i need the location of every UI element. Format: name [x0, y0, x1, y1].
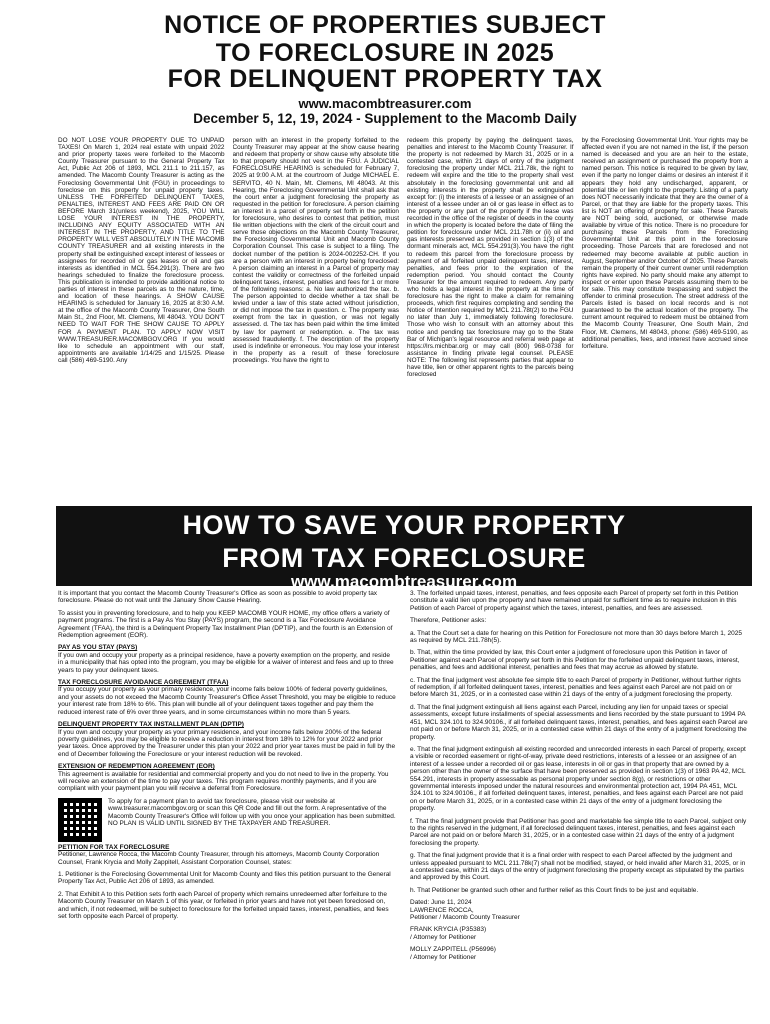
- notice-column-3: redeem this property by paying the delinquent taxes, penalties and interest to the Macomb County Treasurer. If the property is not redeemed by March 31, 2025 or in a contested case, within 21 days of entry of the judgment foreclosing the property under MCL 211.78k, the right to redeem will expire and the title to the property shall vest absolutely in the foreclosing governmental unit and all existing interests in the property shall be extinguished except for: (i) the interests of a lessee or an assignee of an interest of a lessee under an oil or gas lease in effect as to the property or any part of the property if the lease was recorded in the office of the register of deeds in the county in which the property is located before the date of filing the petition for foreclosure under MCL 211.78h or (ii) oil and gas interests preserved as provided in section 1(3) of the dormant minerals act, MCL 554.291(3).You have the right to redeem this parcel from the foreclosure process by payment of all forfeited unpaid delinquent taxes, interest, penalties, and fees prior to the expiration of the redemption period. You should contact the County Treasurer for the amount required to redeem. Any party who holds a legal interest in the property at the time of foreclosure has the right to make a claim for remaining proceeds, which first requires completing and sending the Notice of Intention required by MCL 211.78t(2) to the FGU no later than July 1, immediately following foreclosure. Those who wish to consult with an attorney about this notice and pending tax foreclosure may go to the State Bar of Michigan's legal resource and referral web page at https://lrs.michbar.org or may call (800) 968-0738 for assistance in finding private legal counsel. PLEASE NOTE: The following list represents parties that appear to have title, lien or other apparent rights to the parcels being foreclosed: [407, 137, 574, 379]
- sig-title-2: / Attorney for Petitioner: [410, 933, 477, 941]
- dptip-heading: DELINQUENT PROPERTY TAX INSTALLMENT PLAN (DPTIP): [58, 721, 244, 729]
- request-g: g. That the final judgment provide that it is a final order with respect to each Parcel affected by the judgment and unless appealed pursuant to MCL 211.78k(7) shall not be modified, stayed, or held invalid after March 31, 2025, or in a contested case, within 21 days of the entry of judgment foreclosing the property except as stipulated by the parties and approved by this Court.: [410, 852, 746, 882]
- notice-columns: [58, 137, 748, 405]
- notice-title-line1: NOTICE OF PROPERTIES SUBJECT: [164, 11, 606, 39]
- sig-title-1: Petitioner / Macomb County Treasurer: [410, 914, 520, 922]
- header-website: www.macombtreasurer.com: [298, 96, 472, 111]
- banner-line1: HOW TO SAVE YOUR PROPERTY: [182, 510, 626, 540]
- sig-date: Dated: June 11, 2024: [410, 899, 472, 907]
- notice-title-line3: FOR DELINQUENT PROPERTY TAX: [167, 65, 603, 93]
- pays-heading: PAY AS YOU STAY (PAYS): [58, 644, 138, 652]
- banner-line2: FROM TAX FORECLOSURE: [222, 543, 586, 573]
- banner-website: www.macombtreasurer.com: [290, 572, 518, 591]
- apply-text: To apply for a payment plan to avoid tax foreclosure, please visit our website at www.treasurer.macombgov.org or scan this QR Code and fill out the form. A representative of the Macomb County Treasurer's Office will follow up with you once your application has been submitted. NO PLAN IS VALID UNTIL SIGNED BY THE TAXPAYER AND TREASURER.: [108, 797, 396, 827]
- sig-name-3: MOLLY ZAPPITELL (P56996): [410, 946, 496, 954]
- petition-item-3: 3. The forfeited unpaid taxes, interest, penalties, and fees opposite each Parcel of property set forth in this Petition constitute a valid lien upon the property and have remained unpaid for sufficient time as to require inclusion in this Petition of each Parcel of property against which the taxes, interest, penalties, and fees are assessed.: [410, 590, 739, 612]
- sig-name-2: FRANK KRYCIA (P35383): [410, 926, 487, 934]
- request-h: h. That Petitioner be granted such other and further relief as this Court finds to be just and equitable.: [410, 886, 699, 894]
- lower-left-column: [58, 590, 396, 1018]
- qr-code-icon[interactable]: [58, 798, 102, 842]
- request-d: d. That the final judgment extinguish all liens against each Parcel, including any lien for unpaid taxes or special assessments, except future installments of special assessments and liens recorded by the state pursuant to 1994 PA 451, MCL 324.101 to 324.90106., if all forfeited delinquent taxes, interest, penalties, and fees against each Parcel are not paid on or before March 31, 2025, or in a contested case within 21 days of the entry of a judgment foreclosing the property.: [410, 703, 748, 741]
- intro-paragraph-2: To assist you in preventing foreclosure, and to help you KEEP MACOMB YOUR HOME, my office offers a variety of payment programs. The first is a Pay As You Stay (PAYS) program, the second is a Tax Foreclosure Avoidance Agreement (TFAA), the third is a Delinquent Property Tax Installment Plan (DPTIP), and the fourth is an Extension of Redemption agreement (EOR).: [58, 609, 393, 640]
- apply-paragraph: [58, 798, 396, 828]
- petition-heading: PETITION FOR TAX FORECLOSURE: [58, 843, 170, 851]
- pays-body: If you own and occupy your property as a principal residence, have a poverty exemption on the property, and reside in a municipality that has opted into the program, you may be eligible for a waiver of interest and fees and up to three years to pay your delinquent taxes.: [58, 651, 394, 674]
- save-property-banner: [56, 506, 752, 591]
- notice-column-4: by the Foreclosing Governmental Unit. Your rights may be affected even if you are not named in the list, if the person named is deceased and you are an heir to the estate, received an assignment or purchased the property from a named person. This notice is required to be given by law, even if the party no longer claims or desires an interest if it appears they hold any undischarged, apparent, or potential title or lien right to the property. Listing of a party does NOT necessarily indicate that they are the owner of a Parcel, or that they are liable for the property taxes. This list is NOT an offering of property for sale. These Parcels are NOT being sold, auctioned, or otherwise made available by virtue of this notice. There is no procedure for purchasing these Parcels from the Foreclosing Governmental Unit at this point in the foreclosure proceeding. Those Parcels that are foreclosed and not redeemed may become available at public auction in August, September and/or October of 2025. These Parcels remain the property of their current owner until redemption rights have expired. No party should make any attempt to inspect or enter upon these Parcels assuming them to be for sale. This may constitute trespassing and subject the offender to criminal prosecution. The street address of the Parcels listed is based on local records and is not guaranteed to be the actual location of the property. The current amount required to redeem must be obtained from the Macomb County Treasurer, One South Main, 2nd Floor, Mt. Clemens, MI 48043, phone: (586) 469-5190, as additional penalties, fees, and interest have accrued since forfeiture.: [581, 137, 748, 350]
- tfaa-body: If you occupy your property as your primary residence, your income falls below 100% of federal poverty guidelines, and your assets do not exceed the Macomb County Treasurer's Office Asset Threshold, you may be eligible to reduce your interest rate from 18% to 6%. This plan will bundle all of your delinquent taxes together and pay them the reduced interest rate of 6% over three years, and in some circumstances within no more than 5 years.: [58, 686, 396, 716]
- header-dates: December 5, 12, 19, 2024 - Supplement to the Macomb Daily: [193, 111, 577, 126]
- eor-heading: EXTENSION OF REDEMPTION AGREEMENT (EOR): [58, 763, 215, 771]
- signature-block: [410, 899, 748, 961]
- eor-body: This agreement is available for residential and commercial property and you do not need to live in the property. You will receive an extension of the time to pay your taxes. This program requires monthly payments, and if you are compliant with your payment plan you will receive a deferral from Foreclosure.: [58, 770, 389, 793]
- petition-body: Petitioner, Lawrence Rocca, the Macomb County Treasurer, through his attorneys, Macomb County Corporation Counsel, Frank Krycia and Molly Zappitell, Assistant Corporation Counsel, states:: [58, 851, 380, 866]
- request-e: e. That the final judgment extinguish all existing recorded and unrecorded interests in each Parcel of property, except a visible or recorded easement or right-of-way, private deed restrictions, interests of a lessee or an assignee of an interest of a lessee under a recorded oil or gas lease, interests in oil or gas in that property that are owned by a person other than the owner of the surface that have been preserved as provided in section 1(3) of 1963 PA 42, MCL 554.291, interests in property assessable as personal property under section 8(g), or restrictions or other governmental interests imposed under the natural resources and environmental protection act, 1994 PA 451, MCL 324.101 to 324.90106., if all forfeited delinquent taxes, interest, penalties, and fees against each Parcel are not paid on or before March 31, 2025, or in a contested case within 21 days of the entry of a judgment foreclosing the property.: [410, 745, 746, 813]
- petition-item-2: 2. That Exhibit A to this Petition sets forth each Parcel of property which remains unredeemed after forfeiture to the Macomb County Treasurer on March 1 of this year, or forfeited in prior years and have not yet been foreclosed on, and which, if not redeemed, will be subject to foreclosure for the forfeited unpaid taxes, interest, penalties, and fees set forth opposite each Parcel of property.: [58, 890, 389, 920]
- request-f: f. That the final judgment provide that Petitioner has good and marketable fee simple title to each Parcel, subject only to the rights reserved in the judgment, if all foreclosed delinquent taxes, interest, penalties, and fees against each Parcel are not paid on or before March 31, 2025, or in a contested case within 21 days of the entry of a judgment foreclosing the property.: [410, 817, 747, 847]
- sig-name-1: LAWRENCE ROCCA,: [410, 906, 474, 914]
- sig-title-3: / Attorney for Petitioner: [410, 953, 477, 961]
- request-c: c. That the final judgment vest absolute fee simple title to each Parcel of property in Petitioner, without further rights of redemption, if all forfeited delinquent taxes, interest, penalties and fees against each Parcel are not paid on or before March 31, 2025, or in a contested case within 21 days of the entry of a judgment foreclosing the property.: [410, 676, 741, 699]
- petitioner-asks: Therefore, Petitioner asks:: [410, 617, 487, 625]
- tfaa-heading: TAX FORECLOSURE AVOIDANCE AGREEMENT (TFAA): [58, 679, 229, 687]
- intro-paragraph-1: It is important that you contact the Macomb County Treasurer's Office as soon as possible to avoid property tax foreclosure. Please do not wait until the January Show Cause Hearing.: [58, 590, 378, 605]
- lower-right-column: [410, 590, 748, 1018]
- notice-column-1: DO NOT LOSE YOUR PROPERTY DUE TO UNPAID TAXES! On March 1, 2024 real estate with unpaid 2022 and prior property taxes were forfeited to the Macomb County Treasurer pursuant to the General Property Tax Act, Public Act 206 of 1893, MCL 211.1 to 211.157, as amended. The Macomb County Treasurer is acting as the Foreclosing Governmental Unit (FGU) in proceedings to foreclose on this property for unpaid property taxes. UNLESS THE FORFEITED DELINQUENT TAXES, PENALTIES, INTEREST AND FEES ARE PAID ON OR BEFORE March 31(unless weekend), 2025, YOU WILL LOSE YOUR INTEREST IN THE PROPERTY, INCLUDING ANY EQUITY ASSOCIATED WITH AN INTEREST IN THE PROPERTY, AND TITLE TO THE PROPERTY WILL VEST ABSOLUTELY IN THE MACOMB COUNTY TREASURER and all existing interests in the property shall be extinguished except interest of lessees or assignees for recorded oil or gas leases or oil and gas interests as identified in MCL 554.291(3). There are two hearings scheduled to finalize the foreclosure process. This publication is intended to provide additional notice to parties of interest in these parcels as to the nature, time, and location of these hearings. A SHOW CAUSE HEARING is scheduled for January 16, 2025 at 8:30 A.M. at the office of the Macomb County Treasurer, One South Main St., 2nd Floor, Mt. Clemens, MI 48043. YOU DON'T NEED TO WAIT FOR THE SHOW CAUSE TO APPLY FOR A PAYMENT PLAN. TO APPLY NOW VISIT WWW.TREASURER.MACOMBGOV.ORG If you would like to schedule an appointment with our staff, appointments are available 1/14/25 and 1/15/25. Please call (586) 469-5190. Any: [58, 137, 225, 364]
- request-a: a. That the Court set a date for hearing on this Petition for Foreclosure not more than 30 days before March 1, 2025 as required by MCL 211.78h(5).: [410, 629, 742, 645]
- lower-section: [58, 590, 748, 1018]
- request-b: b. That, within the time provided by law, this Court enter a judgment of foreclosure upon this Petition in favor of Petitioner against each Parcel of property set forth in this Petition for the forfeited unpaid delinquent taxes, interest, penalties, and fees and additional interest, penalties and fees that may accrue as allowed by statute.: [410, 649, 740, 672]
- notice-title-line2: TO FORECLOSURE IN 2025: [215, 39, 555, 67]
- notice-column-2: person with an interest in the property forfeited to the County Treasurer may appear at the show cause hearing and redeem that property or show cause why absolute title to that property should not vest in the FGU. A JUDICIAL FORECLOSURE HEARING is scheduled for February 7, 2025 at 9:00 A.M. at the courtroom of Judge MICHAEL E. SERVITO, 40 N. Main, Mt. Clemens, MI 48043. At this Hearing, the Foreclosing Governmental Unit shall ask that the court enter a judgment foreclosing the property as requested in the petition for foreclosure. A person claiming an interest in a parcel of property set forth in the petition for foreclosure, who desires to contest that petition, must file written objections with the clerk of the circuit court and serve those objections on the Macomb County Treasurer, the Foreclosing Governmental Unit and Macomb County Corporation Counsel. This case is subject to a filing. The docket number of the petition is 2024-002252-CH. If you are a person with an interest in property being foreclosed: A person claiming an interest in a Parcel of property may contest the validity or correctness of the forfeited unpaid delinquent taxes, interest, penalties and fees for 1 or more of the following reasons: a. No law authorized the tax. b. The person appointed to decide whether a tax shall be levied under a law of this state acted without jurisdiction, or did not impose the tax in question. c. The property was exempt from the tax in question, or was not legally assessed. d. The tax has been paid within the time limited by law for payment or redemption. e. The tax was assessed fraudulently. f. The description of the property used is indefinite or erroneous. You may lose your interest in the property as a result of these foreclosure proceedings. You have the right to: [232, 137, 399, 364]
- petition-item-1: 1. Petitioner is the Foreclosing Governmental Unit for Macomb County and files this petition pursuant to the General Property Tax Act, Public Act 206 of 1893, as amended.: [58, 870, 391, 886]
- dptip-body: If you own and occupy your property as your primary residence, and your income falls below 200% of the federal poverty guidelines, you may be eligible to receive a reduction in interest from 18% to 12% for your 2022 and prior year taxes. Once approved by the Treasurer under this plan your 2022 and prior year taxes must be paid in full by the end of December following the Foreclosure or your interest reduction will be revoked.: [58, 728, 396, 758]
